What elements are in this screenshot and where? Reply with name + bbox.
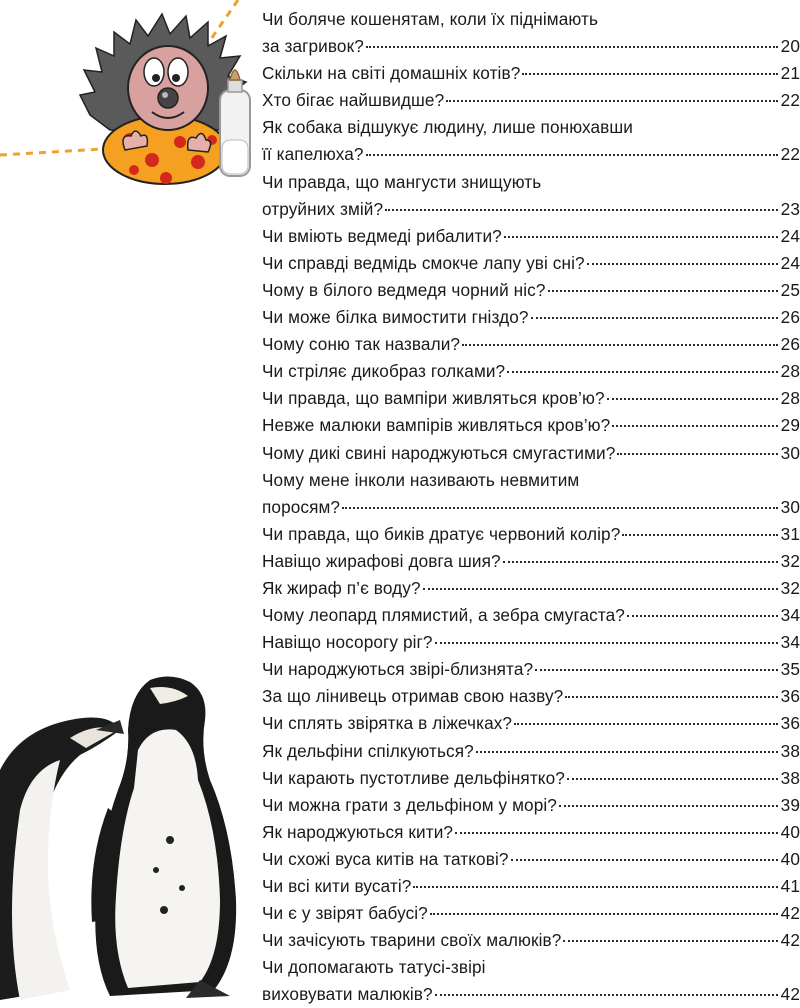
toc-entry-title: Чи карають пустотливе дельфінятко?: [262, 767, 565, 788]
right-penguin: [91, 676, 236, 998]
dot-leader: [627, 615, 778, 617]
toc-entry-title: Як собака відшукує людину, лише понюхавши: [262, 117, 633, 138]
dot-leader: [385, 209, 778, 211]
toc-entry-title: Чи всі кити вусаті?: [262, 876, 412, 896]
toc-entry-title: Хто бігає найшвидше?: [262, 90, 445, 111]
dot-leader: [446, 100, 778, 102]
dot-leader: [514, 723, 778, 725]
dot-leader: [612, 425, 778, 427]
toc-entry-title: За що лінивець отримав свою назву?: [262, 686, 564, 707]
dot-leader: [563, 940, 778, 942]
toc-entry-title: Чи боляче кошенятам, коли їх піднімають: [262, 9, 599, 29]
toc-entry-page-number: 41: [780, 876, 800, 896]
toc-entry-title: Чи допомагають татусі-звірі: [262, 957, 486, 978]
dot-leader: [366, 46, 778, 48]
dot-leader: [342, 507, 778, 509]
toc-entry: [262, 277, 800, 304]
toc-entry-page-number: 34: [780, 632, 800, 653]
toc-entry: [262, 114, 800, 141]
toc-entry-title: отруйних змій?: [262, 198, 384, 219]
dot-leader: [567, 778, 778, 780]
toc-entry: [262, 846, 800, 873]
toc-entry-page-number: 42: [780, 930, 800, 951]
toc-entry: [262, 602, 800, 629]
toc-entry-title: Чому леопард плямистий, а зебра смугаста?: [262, 605, 625, 626]
toc-entry-page-number: 22: [780, 90, 800, 111]
toc-entry-page-number: 40: [780, 848, 800, 869]
toc-entry-page-number: 23: [780, 198, 800, 219]
toc-entry-page-number: 42: [780, 984, 800, 1005]
dot-leader: [507, 371, 778, 373]
toc-entry-title: Чи правда, що вампіри живляться кров’ю?: [262, 388, 605, 409]
dot-leader: [476, 751, 778, 753]
toc-entry: [262, 521, 800, 548]
toc-entry-page-number: 38: [780, 740, 800, 761]
toc-entry: [262, 385, 800, 412]
dot-leader: [535, 669, 778, 671]
dot-leader: [504, 236, 778, 238]
dot-leader: [413, 886, 778, 888]
dot-leader: [423, 588, 778, 590]
dot-leader: [435, 994, 778, 996]
toc-entry: [262, 575, 800, 602]
toc-entry-page-number: 30: [780, 442, 800, 463]
toc-entry: [262, 87, 800, 114]
toc-entry-page-number: 42: [780, 903, 800, 924]
dot-leader: [430, 913, 778, 915]
hedgehog-nose: [158, 88, 178, 108]
toc-entry-title: Як народжуються кити?: [262, 821, 454, 842]
toc-entry: [262, 169, 800, 196]
dot-leader: [607, 398, 778, 400]
toc-entry-title: виховувати малюків?: [262, 984, 433, 1005]
toc-entry-title: Чи зачісують тварини своїх малюків?: [262, 930, 562, 951]
hedgehog-illustration: [70, 0, 270, 200]
dot-leader: [565, 696, 778, 698]
dot-leader: [617, 453, 778, 455]
dot-leader: [366, 154, 778, 156]
toc-entry-title: Навіщо жирафові довга шия?: [262, 550, 501, 571]
toc-entry-page-number: 36: [780, 686, 800, 707]
toc-entry-title: Як жираф п’є воду?: [262, 577, 421, 598]
toc-entry: [262, 412, 800, 439]
toc-entry-page-number: 31: [780, 523, 800, 544]
toc-entry: [262, 60, 800, 87]
toc-entry-page-number: 30: [780, 496, 800, 517]
dot-leader: [511, 859, 778, 861]
toc-entry: [262, 304, 800, 331]
toc-entry: [262, 494, 800, 521]
toc-entry: [262, 656, 800, 683]
toc-entry-page-number: 26: [780, 307, 800, 328]
toc-entry-page-number: 24: [780, 252, 800, 273]
toc-entry: [262, 548, 800, 575]
toc-entry-title: Чи справді ведмідь смокче лапу уві сні?: [262, 252, 585, 273]
toc-entry-title: Навіщо носорогу ріг?: [262, 632, 433, 653]
toc-entry: [262, 33, 800, 60]
dot-leader: [462, 344, 778, 346]
toc-entry-title: Чи правда, що биків дратує червоний колір?: [262, 523, 621, 544]
toc-entry-page-number: 28: [780, 388, 800, 409]
toc-entry-title: Чи стріляє дикобраз голками?: [262, 361, 506, 382]
toc-entry: [262, 250, 800, 277]
dot-leader: [548, 290, 778, 292]
dot-leader: [531, 317, 778, 319]
toc-entry: [262, 819, 800, 846]
toc-entry: [262, 467, 800, 494]
toc-entry: [262, 981, 800, 1008]
dot-leader: [435, 642, 778, 644]
toc-entry: [262, 765, 800, 792]
toc-entry-page-number: 28: [780, 361, 800, 382]
toc-entry-page-number: 20: [780, 36, 800, 57]
toc-entry-page-number: 24: [780, 225, 800, 246]
toc-entry-title: Чи вміють ведмеді рибалити?: [262, 225, 502, 246]
toc-entry: [262, 900, 800, 927]
toc-entry: [262, 358, 800, 385]
toc-entry-page-number: 35: [780, 659, 800, 680]
toc-entry-page-number: 26: [780, 334, 800, 355]
toc-entry-page-number: 25: [780, 279, 800, 300]
toc-entry: [262, 927, 800, 954]
dot-leader: [522, 73, 778, 75]
toc-entry-page-number: 29: [780, 415, 800, 436]
toc-entry-page-number: 40: [780, 821, 800, 842]
dot-leader: [559, 805, 778, 807]
toc-entry-page-number: 38: [780, 767, 800, 788]
toc-entry-title: Чи може білка вимостити гніздо?: [262, 307, 529, 328]
toc-entry-title: Чому в білого ведмедя чорний ніс?: [262, 279, 546, 300]
toc-entry-page-number: 39: [780, 794, 800, 815]
toc-entry-title: Чи є у звірят бабусі?: [262, 903, 428, 924]
toc-entry: [262, 6, 800, 33]
toc-entry-title: Як дельфіни спілкуються?: [262, 740, 474, 761]
penguins-photo: [0, 660, 280, 1000]
toc-entry-title: Чому мене інколи називають невмитим: [262, 469, 580, 490]
toc-entry: [262, 710, 800, 737]
dot-leader: [503, 561, 778, 563]
toc-entry-page-number: 22: [780, 144, 800, 165]
toc-entry: [262, 440, 800, 467]
toc-entry-title: Скільки на світі домашніх котів?: [262, 63, 521, 84]
toc-entry-title: Чи можна грати з дельфіном у морі?: [262, 794, 557, 815]
toc-entry-page-number: 21: [780, 63, 800, 84]
toc-entry-title: за загривок?: [262, 36, 364, 57]
toc-entry-title: Чому дикі свині народжуються смугастими?: [262, 442, 616, 463]
toc-entry-page-number: 36: [780, 713, 800, 734]
toc-entry-page-number: 32: [780, 550, 800, 571]
toc-entry: [262, 223, 800, 250]
dot-leader: [455, 832, 778, 834]
toc-entry: [262, 331, 800, 358]
dot-leader: [622, 534, 778, 536]
toc-entry-page-number: 32: [780, 577, 800, 598]
table-of-contents: [262, 6, 800, 1008]
toc-entry: [262, 629, 800, 656]
toc-entry: [262, 141, 800, 168]
toc-entry-title: Невже малюки вампірів живляться кров’ю?: [262, 415, 611, 436]
dot-leader: [587, 263, 778, 265]
toc-entry-title: Чи схожі вуса китів на таткові?: [262, 848, 509, 869]
toc-entry-title: Чому соню так назвали?: [262, 334, 461, 355]
toc-entry: [262, 196, 800, 223]
toc-entry: [262, 683, 800, 710]
toc-entry: [262, 954, 800, 981]
toc-entry: [262, 792, 800, 819]
toc-entry: [262, 873, 800, 900]
toc-entry-page-number: 34: [780, 605, 800, 626]
toc-entry: [262, 738, 800, 765]
toc-entry-title: Чи сплять звірятка в ліжечках?: [262, 713, 513, 734]
toc-entry-title: поросям?: [262, 496, 341, 517]
toc-entry-title: Чи народжуються звірі-близнята?: [262, 659, 534, 680]
toc-entry-title: Чи правда, що мангусти знищують: [262, 171, 542, 192]
toc-entry-title: її капелюха?: [262, 144, 364, 165]
